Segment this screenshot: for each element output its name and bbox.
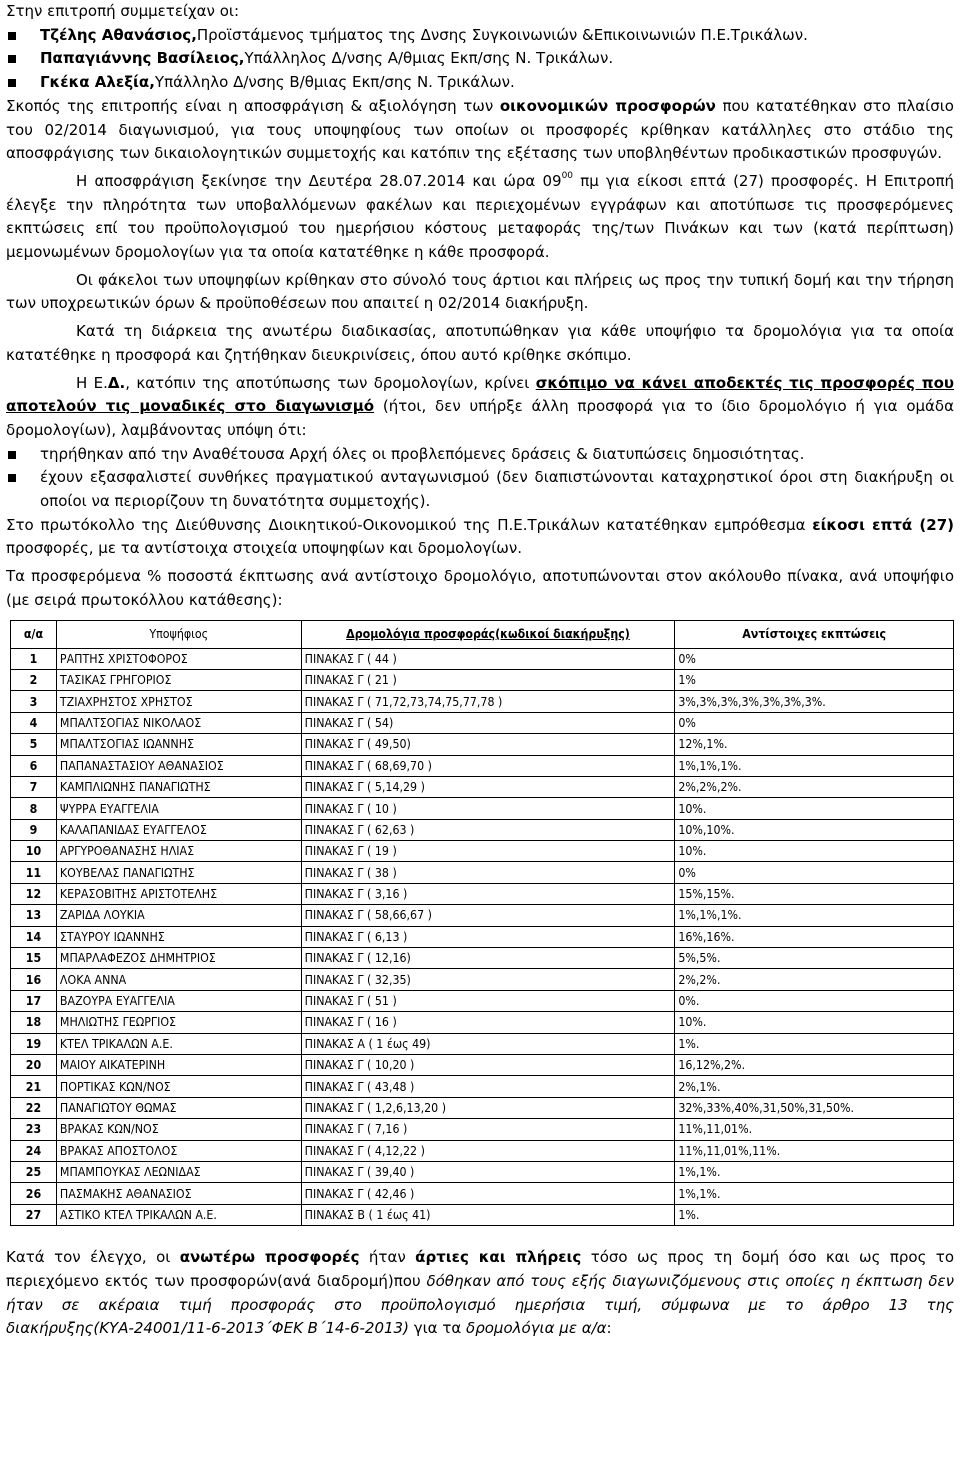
table-row <box>11 669 954 690</box>
opening-text-start: Η αποσφράγιση ξεκίνησε την Δευτέρα 28.07.2014 και ώρα 09 <box>76 171 562 190</box>
row-index-cell: 26 <box>11 1183 57 1204</box>
discounts-cell: 11%,11,01%. <box>675 1119 954 1140</box>
candidate-name-cell: ΤΖΙΑΧΡΗΣΤΟΣ ΧΡΗΣΤΟΣ <box>56 691 301 712</box>
candidate-name-cell: ΚΟΥΒΕΛΑΣ ΠΑΝΑΓΙΩΤΗΣ <box>56 862 301 883</box>
closing-italic-1: δόθηκαν από τους εξής διαγωνιζόμενους στις οποίες η έκπτωση δεν ήταν σε ακέραια τιμή προσφοράς στο προϋπολογισμό ημερήσια τιμή, <box>6 1271 955 1314</box>
candidate-name-cell: ΜΠΑΜΠΟΥΚΑΣ ΛΕΩΝΙΔΑΣ <box>56 1161 301 1182</box>
candidate-name-cell: ΠΑΠΑΝΑΣΤΑΣΙΟΥ ΑΘΑΝΑΣΙΟΣ <box>56 755 301 776</box>
member-name: Παπαγιάννης Βασίλειος, <box>40 49 245 68</box>
routes-cell: ΠΙΝΑΚΑΣ Α ( 1 έως 49) <box>301 1033 675 1054</box>
discounts-cell: 0% <box>675 648 954 669</box>
candidate-name-cell: ΣΤΑΥΡΟΥ ΙΩΑΝΝΗΣ <box>56 926 301 947</box>
discounts-cell: 10%. <box>675 841 954 862</box>
table-row <box>11 712 954 733</box>
table-row <box>11 1183 954 1204</box>
protocol-paragraph <box>6 514 954 561</box>
purpose-bold-text: οικονομικών προσφορών <box>499 96 716 115</box>
table-row <box>11 862 954 883</box>
table-row <box>11 969 954 990</box>
discounts-cell: 15%,15%. <box>675 883 954 904</box>
closing-paragraph <box>6 1246 954 1341</box>
row-index-cell: 8 <box>11 798 57 819</box>
table-row <box>11 691 954 712</box>
candidate-name-cell: ΠΑΝΑΓΙΩΤΟΥ ΘΩΜΑΣ <box>56 1097 301 1118</box>
row-index-cell: 4 <box>11 712 57 733</box>
discounts-cell: 1%. <box>675 1204 954 1225</box>
table-row <box>11 1055 954 1076</box>
row-index-cell: 13 <box>11 905 57 926</box>
closing-bold-2: άρτιες και πλήρεις <box>415 1248 582 1267</box>
condition-item: τηρήθηκαν από την Αναθέτουσα Αρχή όλες οι προβλεπόμενες δράσεις & διατυπώσεις δημοσιότητας. <box>6 443 954 467</box>
routes-cell: ΠΙΝΑΚΑΣ Γ ( 1,2,6,13,20 ) <box>301 1097 675 1118</box>
table-row <box>11 1161 954 1182</box>
discounts-cell: 2%,1%. <box>675 1076 954 1097</box>
routes-cell: ΠΙΝΑΚΑΣ Γ ( 38 ) <box>301 862 675 883</box>
header-routes: Δρομολόγια προσφοράς(κωδικοί διακήρυξης) <box>301 620 675 648</box>
candidate-name-cell: ΒΡΑΚΑΣ ΚΩΝ/ΝΟΣ <box>56 1119 301 1140</box>
closing-text-2: ήταν <box>359 1248 416 1267</box>
opening-time-superscript: 00 <box>561 170 574 181</box>
table-row <box>11 905 954 926</box>
row-index-cell: 6 <box>11 755 57 776</box>
candidate-name-cell: ΨΥΡΡΑ ΕΥΑΓΓΕΛΙΑ <box>56 798 301 819</box>
decision-paragraph <box>6 372 954 443</box>
member-role: Προϊστάμενος τμήματος της Δνσης Συγκοινωνιών &Επικοινωνιών Π.Ε.Τρικάλων. <box>196 25 808 44</box>
row-index-cell: 1 <box>11 648 57 669</box>
row-index-cell: 12 <box>11 883 57 904</box>
table-row <box>11 776 954 797</box>
discounts-cell: 16%,16%. <box>675 926 954 947</box>
purpose-text-start: Σκοπός της επιτροπής είναι η αποσφράγιση & αξιολόγηση των <box>6 96 500 115</box>
purpose-paragraph <box>6 95 954 166</box>
opening-paragraph <box>6 170 954 265</box>
routes-cell: ΠΙΝΑΚΑΣ Γ ( 44 ) <box>301 648 675 669</box>
member-item <box>6 71 954 95</box>
row-index-cell: 2 <box>11 669 57 690</box>
member-name: Τζέλης Αθανάσιος, <box>40 25 197 44</box>
routes-cell: ΠΙΝΑΚΑΣ Γ ( 39,40 ) <box>301 1161 675 1182</box>
candidate-name-cell: ΜΠΑΛΤΣΟΓΙΑΣ ΙΩΑΝΝΗΣ <box>56 734 301 755</box>
candidate-name-cell: ΒΑΖΟΥΡΑ ΕΥΑΓΓΕΛΙΑ <box>56 990 301 1011</box>
discounts-cell: 2%,2%,2%. <box>675 776 954 797</box>
candidate-name-cell: ΑΣΤΙΚΟ ΚΤΕΛ ΤΡΙΚΑΛΩΝ Α.Ε. <box>56 1204 301 1225</box>
routes-cell: ΠΙΝΑΚΑΣ Γ ( 43,48 ) <box>301 1076 675 1097</box>
table-row <box>11 926 954 947</box>
table-row <box>11 841 954 862</box>
table-intro: Τα προσφερόμενα % ποσοστά έκπτωσης ανά αντίστοιχο δρομολόγιο, αποτυπώνονται στον ακόλουθο πίνακα, ανά υποψήφιο (με σειρά πρωτοκόλλου κατάθεσης): <box>6 567 954 609</box>
decision-text-mid: , κατόπιν της αποτύπωσης των δρομολογίων, κρίνει <box>125 373 536 392</box>
candidate-name-cell: ΛΟΚΑ ΑΝΝΑ <box>56 969 301 990</box>
members-heading: Στην επιτροπή συμμετείχαν οι: <box>6 2 240 20</box>
decision-emphasis: σκόπιμο να κάνει αποδεκτές τις προσφορές που αποτελούν τις μοναδικές στο διαγωνισμό <box>6 373 955 416</box>
table-row <box>11 1119 954 1140</box>
discounts-cell: 11%,11,01%,11%. <box>675 1140 954 1161</box>
closing-italic-3: δρομολόγια με α/α <box>466 1319 607 1338</box>
table-row <box>11 1012 954 1033</box>
table-row <box>11 1076 954 1097</box>
row-index-cell: 7 <box>11 776 57 797</box>
routes-cell: ΠΙΝΑΚΑΣ Γ ( 3,16 ) <box>301 883 675 904</box>
process-paragraph: Κατά τη διάρκεια της ανωτέρω διαδικασίας, αποτυπώθηκαν για κάθε υποψήφιο τα δρομολόγια για τα οποία κατατέθηκε η προσφορά και ζητήθηκαν διευκρινίσεις, όπου αυτό κρίθηκε σκόπιμο. <box>6 322 954 364</box>
discounts-cell: 1%,1%. <box>675 1161 954 1182</box>
candidate-name-cell: ΚΑΜΠΛΙΩΝΗΣ ΠΑΝΑΓΙΩΤΗΣ <box>56 776 301 797</box>
member-item <box>6 24 954 48</box>
discounts-cell: 1%,1%,1%. <box>675 905 954 926</box>
table-row <box>11 1204 954 1225</box>
routes-cell: ΠΙΝΑΚΑΣ Γ ( 7,16 ) <box>301 1119 675 1140</box>
table-header-row <box>11 620 954 648</box>
member-name: Γκέκα Αλεξία, <box>40 73 155 92</box>
table-row <box>11 1033 954 1054</box>
table-row <box>11 1097 954 1118</box>
row-index-cell: 16 <box>11 969 57 990</box>
discounts-cell: 3%,3%,3%,3%,3%,3%,3%. <box>675 691 954 712</box>
closing-italic-2: σύμφωνα με το άρθρο 13 της διακήρυξης(ΚΥΑ-24001/11-6-2013΄ΦΕΚ Β΄14-6-2013) <box>6 1295 954 1338</box>
candidate-name-cell: ΠΟΡΤΙΚΑΣ ΚΩΝ/ΝΟΣ <box>56 1076 301 1097</box>
row-index-cell: 17 <box>11 990 57 1011</box>
table-row <box>11 734 954 755</box>
header-discounts: Αντίστοιχες εκπτώσεις <box>675 620 954 648</box>
header-index: α/α <box>11 620 57 648</box>
routes-cell: ΠΙΝΑΚΑΣ Γ ( 54) <box>301 712 675 733</box>
routes-cell: ΠΙΝΑΚΑΣ Γ ( 49,50) <box>301 734 675 755</box>
row-index-cell: 18 <box>11 1012 57 1033</box>
routes-cell: ΠΙΝΑΚΑΣ Γ ( 32,35) <box>301 969 675 990</box>
routes-cell: ΠΙΝΑΚΑΣ Γ ( 51 ) <box>301 990 675 1011</box>
conditions-list <box>6 443 954 514</box>
routes-cell: ΠΙΝΑΚΑΣ Γ ( 19 ) <box>301 841 675 862</box>
row-index-cell: 27 <box>11 1204 57 1225</box>
table-row <box>11 990 954 1011</box>
members-list <box>6 24 954 95</box>
closing-bold-1: ανωτέρω προσφορές <box>179 1248 360 1267</box>
row-index-cell: 15 <box>11 948 57 969</box>
closing-text-4: για τα <box>408 1319 467 1338</box>
table-row <box>11 755 954 776</box>
routes-cell: ΠΙΝΑΚΑΣ Γ ( 12,16) <box>301 948 675 969</box>
closing-text-5: : <box>606 1319 612 1338</box>
routes-cell: ΠΙΝΑΚΑΣ Γ ( 16 ) <box>301 1012 675 1033</box>
discounts-cell: 1%. <box>675 1033 954 1054</box>
discounts-cell: 1%,1%,1%. <box>675 755 954 776</box>
row-index-cell: 14 <box>11 926 57 947</box>
table-row <box>11 948 954 969</box>
row-index-cell: 19 <box>11 1033 57 1054</box>
table-row <box>11 883 954 904</box>
discounts-cell: 16,12%,2%. <box>675 1055 954 1076</box>
candidate-name-cell: ΒΡΑΚΑΣ ΑΠΟΣΤΟΛΟΣ <box>56 1140 301 1161</box>
discounts-cell: 2%,2%. <box>675 969 954 990</box>
candidate-name-cell: ΜΠΑΡΛΑΦΕΖΟΣ ΔΗΜΗΤΡΙΟΣ <box>56 948 301 969</box>
table-row <box>11 798 954 819</box>
routes-cell: ΠΙΝΑΚΑΣ Γ ( 68,69,70 ) <box>301 755 675 776</box>
row-index-cell: 10 <box>11 841 57 862</box>
candidate-name-cell: ΡΑΠΤΗΣ ΧΡΙΣΤΟΦΟΡΟΣ <box>56 648 301 669</box>
candidate-name-cell: ΖΑΡΙΔΑ ΛΟΥΚΙΑ <box>56 905 301 926</box>
discounts-cell: 10%,10%. <box>675 819 954 840</box>
table-row <box>11 648 954 669</box>
routes-cell: ΠΙΝΑΚΑΣ Γ ( 21 ) <box>301 669 675 690</box>
row-index-cell: 21 <box>11 1076 57 1097</box>
routes-cell: ΠΙΝΑΚΑΣ Γ ( 4,12,22 ) <box>301 1140 675 1161</box>
discounts-cell: 0% <box>675 862 954 883</box>
discounts-cell: 0%. <box>675 990 954 1011</box>
protocol-text-end: προσφορές, με τα αντίστοιχα στοιχεία υποψηφίων και δρομολογίων. <box>6 539 523 558</box>
table-row <box>11 1140 954 1161</box>
offers-table <box>10 620 954 1227</box>
row-index-cell: 25 <box>11 1161 57 1182</box>
routes-cell: ΠΙΝΑΚΑΣ Γ ( 10,20 ) <box>301 1055 675 1076</box>
candidate-name-cell: ΜΑΙΟΥ ΑΙΚΑΤΕΡΙΝΗ <box>56 1055 301 1076</box>
offers-table-body <box>11 648 954 1226</box>
discounts-cell: 10%. <box>675 1012 954 1033</box>
candidate-name-cell: ΚΕΡΑΣΟΒΙΤΗΣ ΑΡΙΣΤΟΤΕΛΗΣ <box>56 883 301 904</box>
discounts-cell: 1%,1%. <box>675 1183 954 1204</box>
table-row <box>11 819 954 840</box>
opening-text-end: πμ για είκοσι επτά (27) προσφορές. Η Επιτροπή έλεγξε την πληρότητα των υποβαλλόμενων φακέλων και περιεχομένων εγγράφων και αποτύπωσε τις προσφερόμενες εκπτώσεις επί του προϋπολογισμού του ημερήσιου κόστους μεταφοράς της/των Πινάκων και των (κατά περίπτωση) μεμονωμένων δρομολογίων για τα οποία κατατέθηκε η κάθε προσφορά. <box>6 171 954 262</box>
discounts-cell: 12%,1%. <box>675 734 954 755</box>
routes-cell: ΠΙΝΑΚΑΣ Γ ( 5,14,29 ) <box>301 776 675 797</box>
protocol-count: είκοσι επτά (27) <box>812 515 954 534</box>
row-index-cell: 20 <box>11 1055 57 1076</box>
row-index-cell: 9 <box>11 819 57 840</box>
routes-cell: ΠΙΝΑΚΑΣ Γ ( 58,66,67 ) <box>301 905 675 926</box>
member-item <box>6 47 954 71</box>
candidate-name-cell: ΚΤΕΛ ΤΡΙΚΑΛΩΝ Α.Ε. <box>56 1033 301 1054</box>
candidate-name-cell: ΜΠΑΛΤΣΟΓΙΑΣ ΝΙΚΟΛΑΟΣ <box>56 712 301 733</box>
folders-paragraph: Οι φάκελοι των υποψηφίων κρίθηκαν στο σύνολό τους άρτιοι και πλήρεις ως προς την τυπική δομή και την τήρηση των υποχρεωτικών όρων & προϋποθέσεων που απαιτεί η 02/2014 διακήρυξη. <box>6 270 954 313</box>
routes-cell: ΠΙΝΑΚΑΣ Γ ( 71,72,73,74,75,77,78 ) <box>301 691 675 712</box>
member-role: Υπάλληλος Δ/νσης Α/θμιας Εκπ/σης Ν. Τρικάλων. <box>244 49 614 68</box>
routes-cell: ΠΙΝΑΚΑΣ Γ ( 62,63 ) <box>301 819 675 840</box>
candidate-name-cell: ΜΗΛΙΩΤΗΣ ΓΕΩΡΓΙΟΣ <box>56 1012 301 1033</box>
discounts-cell: 1% <box>675 669 954 690</box>
decision-abbrev: Δ. <box>107 373 126 392</box>
routes-cell: ΠΙΝΑΚΑΣ Γ ( 10 ) <box>301 798 675 819</box>
routes-cell: ΠΙΝΑΚΑΣ Γ ( 42,46 ) <box>301 1183 675 1204</box>
decision-text-start: Η Ε. <box>76 373 108 392</box>
closing-text-3: τόσο ως προς τη δομή όσο και ως προς το περιεχόμενο εκτός των προσφορών(ανά διαδρομή)που <box>6 1248 955 1290</box>
discounts-cell: 32%,33%,40%,31,50%,31,50%. <box>675 1097 954 1118</box>
discounts-cell: 5%,5%. <box>675 948 954 969</box>
discounts-cell: 0% <box>675 712 954 733</box>
discounts-cell: 10%. <box>675 798 954 819</box>
row-index-cell: 11 <box>11 862 57 883</box>
row-index-cell: 24 <box>11 1140 57 1161</box>
candidate-name-cell: ΑΡΓΥΡΟΘΑΝΑΣΗΣ ΗΛΙΑΣ <box>56 841 301 862</box>
protocol-text-start: Στο πρωτόκολλο της Διεύθυνσης Διοικητικού-Οικονομικού της Π.Ε.Τρικάλων κατατέθηκαν εμπρόθεσμα <box>6 515 813 534</box>
candidate-name-cell: ΠΑΣΜΑΚΗΣ ΑΘΑΝΑΣΙΟΣ <box>56 1183 301 1204</box>
purpose-text-end: που κατατέθηκαν στο πλαίσιο του 02/2014 διαγωνισμού, για τους υποψηφίους των οποίων οι προσφορές κρίθηκαν κατάλληλες στο στάδιο της αποσφράγισης των δικαιολογητικών συμμετοχής και κατόπιν της εξέτασης των υποβληθέντων προδικαστικών προσφυγών. <box>6 96 954 163</box>
row-index-cell: 23 <box>11 1119 57 1140</box>
decision-text-end: (ήτοι, δεν υπήρξε άλλη προσφορά για το ίδιο δρομολόγιο ή για ομάδα δρομολογίων), λαμβάνοντας υπόψη ότι: <box>6 397 954 439</box>
candidate-name-cell: ΚΑΛΑΠΑΝΙΔΑΣ ΕΥΑΓΓΕΛΟΣ <box>56 819 301 840</box>
routes-cell: ΠΙΝΑΚΑΣ Β ( 1 έως 41) <box>301 1204 675 1225</box>
closing-text-1: Κατά τον έλεγχο, οι <box>6 1248 180 1267</box>
row-index-cell: 5 <box>11 734 57 755</box>
row-index-cell: 3 <box>11 691 57 712</box>
row-index-cell: 22 <box>11 1097 57 1118</box>
header-candidate: Υποψήφιος <box>56 620 301 648</box>
condition-item: έχουν εξασφαλιστεί συνθήκες πραγματικού ανταγωνισμού (δεν διαπιστώνονται καταχρηστικοί όροι στη διακήρυξη οι οποίοι να περιορίζουν τη δυνατότητα συμμετοχής). <box>6 466 954 513</box>
candidate-name-cell: ΤΑΣΙΚΑΣ ΓΡΗΓΟΡΙΟΣ <box>56 669 301 690</box>
member-role: Υπάλληλο Δ/νσης Β/θμιας Εκπ/σης Ν. Τρικάλων. <box>154 73 515 92</box>
routes-cell: ΠΙΝΑΚΑΣ Γ ( 6,13 ) <box>301 926 675 947</box>
